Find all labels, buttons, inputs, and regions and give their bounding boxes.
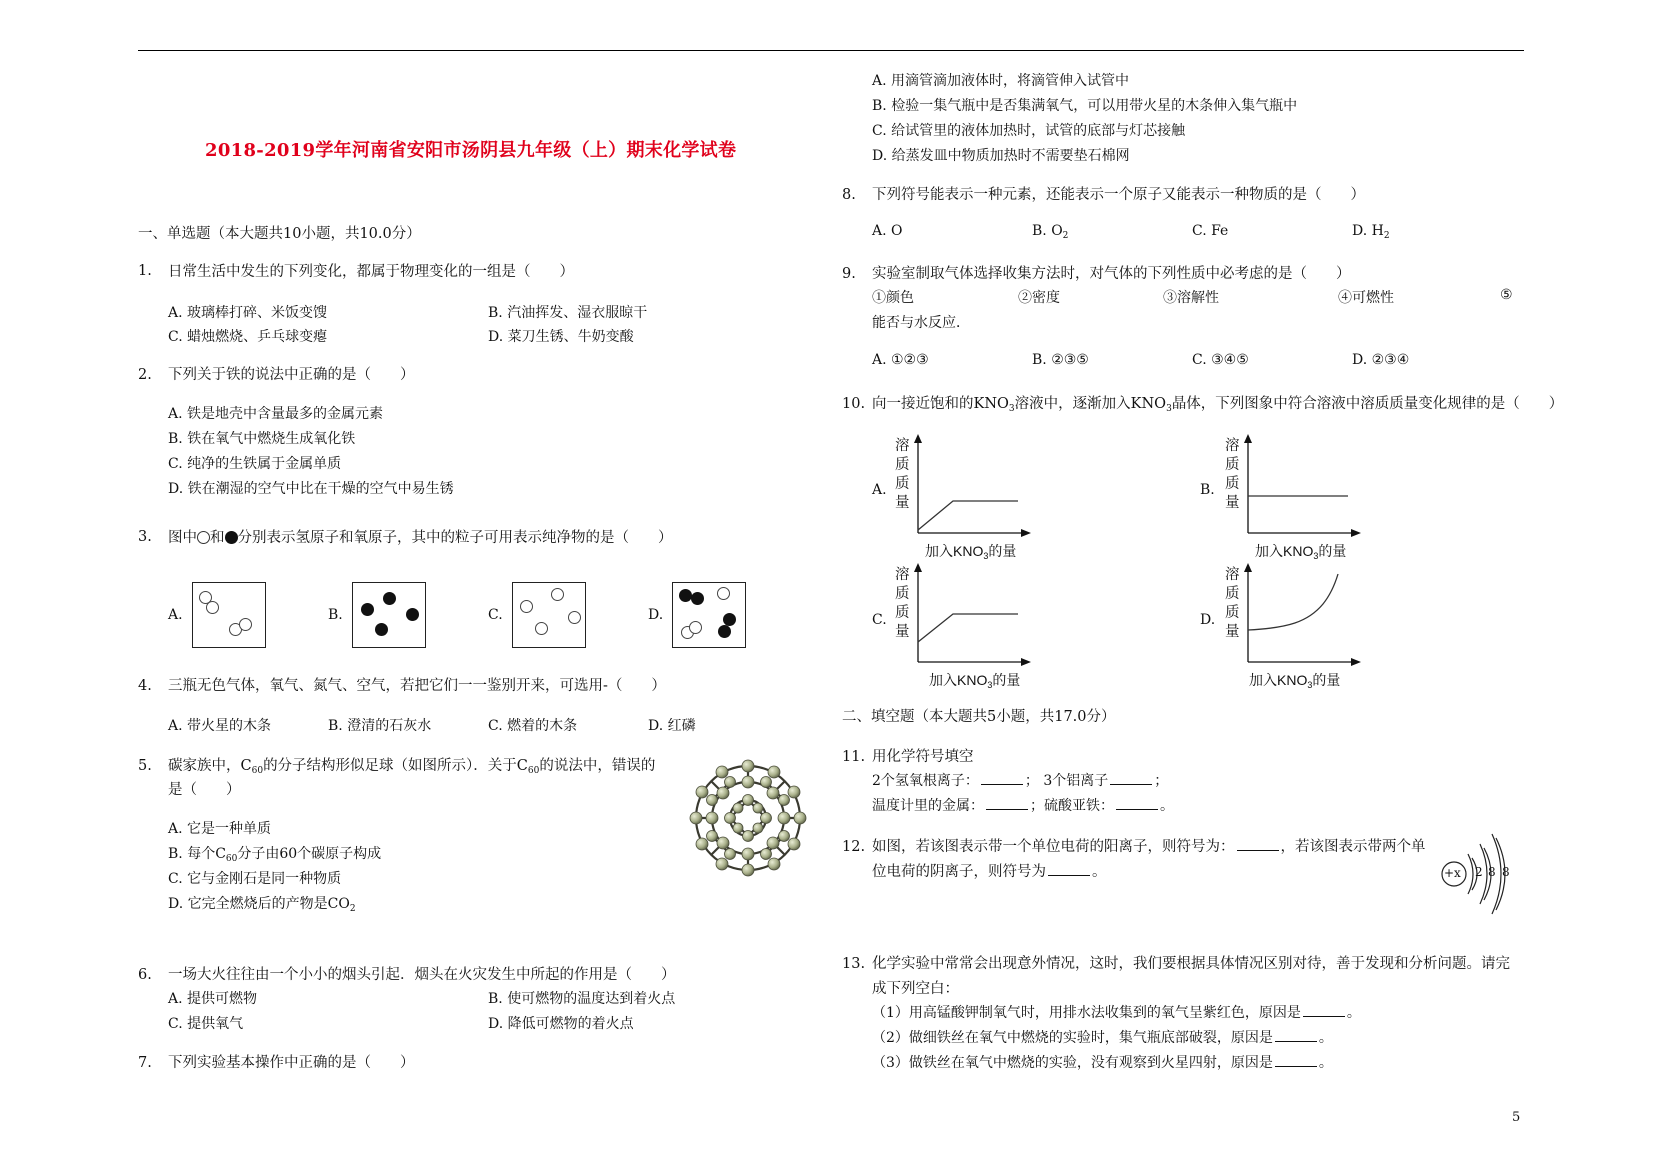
q10-graph-c (895, 562, 1035, 692)
q3-stem-and: 和 (210, 530, 225, 546)
section-1-header: 一、单选题（本大题共10小题，共10.0分） (138, 226, 421, 242)
ylabel-char: 量 (895, 495, 910, 511)
q2-option-c[interactable]: C. 纯净的生铁属于金属单质 (168, 456, 342, 472)
xlabel-pre: 加入KNO (1255, 543, 1314, 559)
q5-stem-line2: 是（ ） (168, 782, 241, 798)
q3-box-c (512, 582, 586, 648)
q7-option-c[interactable]: C. 给试管里的液体加热时，试管的底部与灯芯接触 (872, 123, 1186, 139)
ylabel-char: 质 (1225, 605, 1240, 621)
q10-stem-part1: 向一接近饱和的KNO (872, 396, 1009, 412)
q5-number: 5. (138, 758, 152, 774)
page-number: 5 (1512, 1110, 1521, 1125)
graph-ylabel (1225, 566, 1241, 642)
q4-option-c[interactable]: C. 燃着的木条 (488, 718, 578, 734)
q13-sub-2 (872, 1027, 1333, 1047)
q1-option-c[interactable]: C. 蜡烛燃烧、乒乓球变瘪 (168, 329, 328, 345)
q8-option-c[interactable]: C. Fe (1192, 223, 1229, 239)
subscript-60: 60 (225, 854, 238, 864)
q13-sub-1 (872, 1002, 1361, 1022)
q13-end: 。 (1318, 1055, 1333, 1071)
q5-option-c[interactable]: C. 它与金刚石是同一种物质 (168, 871, 342, 887)
q12-stem-a: 如图，若该图表示带一个单位电荷的阳离子，则符号为： (872, 839, 1235, 855)
q12-line2-a: 位电荷的阴离子，则符号为 (872, 864, 1046, 880)
q10-graph-d (1225, 562, 1365, 692)
hydrogen-atom-icon (535, 622, 548, 635)
q11-blank-3[interactable] (986, 808, 1028, 810)
q9-stem: 实验室制取气体选择收集方法时，对气体的下列性质中必考虑的是（ ） (872, 266, 1351, 282)
q10-stem-part2: 溶液中，逐渐加入KNO (1014, 396, 1167, 412)
ylabel-char: 质 (1225, 476, 1240, 492)
q4-option-d[interactable]: D. 红磷 (648, 718, 696, 734)
shell-1-electrons: 2 (1475, 865, 1483, 879)
hydrogen-atom-icon (206, 601, 219, 614)
ylabel-char: 量 (1225, 624, 1240, 640)
ylabel-char: 溶 (1225, 438, 1240, 454)
q9-property-1: ①颜色 (872, 290, 914, 306)
q8-b-text: B. O (1032, 223, 1063, 239)
q11-blank-1[interactable] (981, 783, 1023, 785)
q9-option-b[interactable]: B. ②③⑤ (1032, 352, 1089, 368)
q3-option-c[interactable]: C. (488, 607, 503, 623)
q4-option-a[interactable]: A. 带火星的木条 (168, 718, 272, 734)
q5-stem-part2: 的分子结构形似足球（如图所示）．关于C (263, 758, 528, 774)
q8-option-d[interactable] (1352, 223, 1390, 241)
c60-molecule-image (682, 752, 814, 884)
q12-line2-b: 。 (1092, 864, 1107, 880)
q12-blank-1[interactable] (1237, 849, 1279, 851)
q9-property-4: ④可燃性 (1338, 290, 1394, 306)
shell-2-electrons: 8 (1488, 865, 1496, 879)
subscript-3: 3 (1313, 551, 1319, 561)
q1-option-d[interactable]: D. 菜刀生锈、牛奶变酸 (488, 329, 634, 345)
oxygen-atom-icon (679, 589, 692, 602)
q12-stem (872, 835, 1426, 856)
nucleus-charge: +x (1444, 866, 1461, 880)
q8-option-a[interactable]: A. O (872, 223, 903, 239)
shell-3-electrons: 8 (1502, 865, 1510, 879)
oxygen-atom-icon (406, 608, 419, 621)
hydrogen-atom-icon (551, 588, 564, 601)
graph-curve (918, 614, 1018, 642)
graph-ylabel (1225, 437, 1241, 513)
q13-sub-3-text: （3）做铁丝在氧气中燃烧的实验，没有观察到火星四射，原因是 (872, 1055, 1273, 1071)
oxygen-atom-icon (375, 623, 388, 636)
subscript-2: 2 (349, 904, 356, 914)
graph-plot (913, 562, 1035, 667)
oxygen-atom-icon (361, 603, 374, 616)
q13-number: 13. (842, 956, 866, 972)
subscript-3: 3 (1166, 404, 1172, 414)
xlabel-post: 的量 (1312, 672, 1341, 688)
q9-option-c[interactable]: C. ③④⑤ (1192, 352, 1249, 368)
q11-line2 (872, 795, 1174, 815)
q8-number: 8. (842, 187, 856, 203)
oxygen-atom-icon (225, 531, 238, 544)
q12-stem-b: ，若该图表示带两个单 (1280, 839, 1426, 855)
q11-end: 。 (1160, 798, 1174, 814)
q5-b-post: 分子由60个碳原子构成 (237, 846, 382, 862)
q12-line2 (872, 860, 1107, 881)
q2-option-b[interactable]: B. 铁在氧气中燃烧生成氧化铁 (168, 431, 356, 447)
q11-line1 (872, 770, 1168, 790)
ylabel-char: 质 (895, 457, 910, 473)
oxygen-atom-icon (691, 592, 704, 605)
graph-xlabel (1249, 670, 1340, 690)
q7-number: 7. (138, 1055, 152, 1071)
graph-ylabel (895, 566, 911, 642)
q3-stem-pre: 图中 (168, 530, 197, 546)
q4-stem: 三瓶无色气体，氧气、氮气、空气，若把它们一一鉴别开来，可选用-（ ） (168, 678, 666, 694)
q4-number: 4. (138, 678, 152, 694)
q7-option-b[interactable]: B. 检验一集气瓶中是否集满氧气，可以用带火星的木条伸入集气瓶中 (872, 98, 1298, 114)
q1-stem: 日常生活中发生的下列变化，都属于物理变化的一组是（ ） (168, 264, 574, 280)
q13-sub-1-text: （1）用高锰酸钾制氧气时，用排水法收集到的氧气呈紫红色，原因是 (872, 1005, 1301, 1021)
q13-blank-2[interactable] (1275, 1040, 1317, 1042)
subscript-3: 3 (987, 680, 993, 690)
q5-option-d[interactable] (168, 893, 356, 914)
q2-option-d[interactable]: D. 铁在潮湿的空气中比在干燥的空气中易生锈 (168, 481, 454, 497)
oxygen-atom-icon (383, 592, 396, 605)
q3-stem-post: 分别表示氢原子和氧原子，其中的粒子可用表示纯净物的是（ ） (237, 530, 673, 546)
q6-stem: 一场大火往往由一个小小的烟头引起．烟头在火灾发生中所起的作用是（ ） (168, 967, 676, 983)
ylabel-char: 量 (895, 624, 910, 640)
q3-number: 3. (138, 529, 152, 545)
q6-option-d[interactable]: D. 降低可燃物的着火点 (488, 1016, 634, 1032)
q11-blank-4[interactable] (1116, 808, 1158, 810)
q5-stem (168, 754, 655, 776)
ylabel-char: 质 (895, 605, 910, 621)
subscript-60: 60 (527, 766, 540, 776)
q11-stem: 用化学符号填空 (872, 749, 974, 765)
q9-property-3: ③溶解性 (1163, 290, 1219, 306)
graph-plot (1243, 562, 1365, 667)
q13-blank-1[interactable] (1303, 1015, 1345, 1017)
q1-option-b[interactable]: B. 汽油挥发、湿衣服晾干 (488, 305, 648, 321)
section-2-header: 二、填空题（本大题共5小题，共17.0分） (842, 709, 1116, 725)
q12-blank-2[interactable] (1048, 874, 1090, 876)
xlabel-post: 的量 (988, 543, 1017, 559)
hydrogen-atom-icon (568, 611, 581, 624)
q10-graph-a (895, 433, 1035, 563)
graph-plot (913, 433, 1035, 538)
xlabel-pre: 加入KNO (925, 543, 984, 559)
q11-number: 11. (842, 749, 866, 765)
q9-option-a[interactable]: A. ①②③ (872, 352, 929, 368)
q3-box-a (192, 582, 266, 648)
graph-xlabel (925, 541, 1016, 561)
q9-property-2: ②密度 (1018, 290, 1060, 306)
q10-option-b[interactable]: B. (1200, 482, 1215, 498)
q10-option-a[interactable]: A. (872, 482, 887, 498)
q2-stem: 下列关于铁的说法中正确的是（ ） (168, 367, 415, 383)
ylabel-char: 质 (895, 586, 910, 602)
q12-number: 12. (842, 839, 866, 855)
q3-box-b (352, 582, 426, 648)
q2-option-a[interactable]: A. 铁是地壳中含量最多的金属元素 (168, 406, 384, 422)
q13-sub-3 (872, 1052, 1333, 1072)
q13-blank-3[interactable] (1275, 1065, 1317, 1067)
q11-separator: ； (1154, 773, 1169, 789)
q9-property-5: ⑤ (1500, 287, 1513, 303)
ylabel-char: 质 (1225, 586, 1240, 602)
q6-number: 6. (138, 967, 152, 983)
q9-number: 9. (842, 266, 856, 282)
subscript-2: 2 (1062, 231, 1069, 241)
q11-ferrous-sulfate-label: ；硫酸亚铁： (1030, 798, 1114, 814)
q10-option-d[interactable]: D. (1200, 612, 1216, 628)
q9-option-d[interactable]: D. ②③④ (1352, 352, 1410, 368)
ylabel-char: 溶 (895, 567, 910, 583)
q8-option-b[interactable] (1032, 223, 1068, 241)
q13-sub-2-text: （2）做细铁丝在氧气中燃烧的实验时，集气瓶底部破裂，原因是 (872, 1030, 1273, 1046)
q5-stem-part1: 碳家族中，C (168, 758, 252, 774)
q11-hydroxide-label: 2个氢氧根离子： (872, 773, 979, 789)
hydrogen-atom-icon (689, 621, 702, 634)
ylabel-char: 质 (1225, 457, 1240, 473)
graph-xlabel (929, 670, 1020, 690)
q11-blank-2[interactable] (1110, 783, 1152, 785)
subscript-2: 2 (1383, 231, 1390, 241)
graph-plot (1243, 433, 1365, 538)
hydrogen-atom-icon (717, 587, 730, 600)
q8-stem: 下列符号能表示一种元素，还能表示一个原子又能表示一种物质的是（ ） (872, 187, 1365, 203)
subscript-3: 3 (1307, 680, 1313, 690)
q1-number: 1. (138, 263, 152, 279)
q2-number: 2. (138, 367, 152, 383)
q7-option-d[interactable]: D. 给蒸发皿中物质加热时不需要垫石棉网 (872, 148, 1130, 164)
oxygen-atom-icon (718, 625, 731, 638)
subscript-3: 3 (1008, 404, 1015, 414)
hydrogen-atom-icon (239, 618, 252, 631)
q13-end: 。 (1318, 1030, 1333, 1046)
q3-option-a[interactable]: A. (168, 607, 183, 623)
subscript-60: 60 (251, 766, 264, 776)
q6-option-b[interactable]: B. 使可燃物的温度达到着火点 (488, 991, 676, 1007)
ion-structure-diagram (1440, 828, 1520, 920)
q5-d-pre: D. 它完全燃烧后的产物是CO (168, 896, 350, 912)
q13-stem-line2: 成下列空白： (872, 981, 959, 997)
q13-stem: 化学实验中常常会出现意外情况，这时，我们要根据具体情况区别对待，善于发现和分析问题。请完 (872, 956, 1510, 972)
q10-number: 10. (842, 396, 866, 412)
q6-option-a[interactable]: A. 提供可燃物 (168, 991, 258, 1007)
hydrogen-atom-icon (520, 600, 533, 613)
ylabel-char: 量 (1225, 495, 1240, 511)
ylabel-char: 质 (895, 476, 910, 492)
q10-option-c[interactable]: C. (872, 612, 887, 628)
xlabel-post: 的量 (1318, 543, 1347, 559)
xlabel-pre: 加入KNO (929, 672, 988, 688)
q3-option-b[interactable]: B. (328, 607, 343, 623)
graph-xlabel (1255, 541, 1346, 561)
page-title: 2018-2019学年河南省安阳市汤阴县九年级（上）期末化学试卷 (205, 140, 737, 161)
q10-graph-b (1225, 433, 1365, 563)
q5-option-b[interactable] (168, 843, 381, 864)
q4-option-b[interactable]: B. 澄清的石灰水 (328, 718, 432, 734)
q1-option-a[interactable]: A. 玻璃棒打碎、米饭变馊 (168, 305, 328, 321)
ylabel-char: 溶 (1225, 567, 1240, 583)
q3-stem (168, 526, 673, 547)
q8-d-text: D. H (1352, 223, 1384, 239)
xlabel-post: 的量 (992, 672, 1021, 688)
q6-option-c[interactable]: C. 提供氧气 (168, 1016, 244, 1032)
q10-stem (872, 392, 1563, 414)
subscript-3: 3 (983, 551, 989, 561)
graph-ylabel (895, 437, 911, 513)
q7-stem: 下列实验基本操作中正确的是（ ） (168, 1055, 415, 1071)
q3-box-d (672, 582, 746, 648)
q5-option-a[interactable]: A. 它是一种单质 (168, 821, 272, 837)
ylabel-char: 溶 (895, 438, 910, 454)
q9-line2: 能否与水反应． (872, 315, 970, 331)
q10-stem-part3: 晶体，下列图象中符合溶液中溶质质量变化规律的是（ ） (1171, 396, 1564, 412)
q7-option-a[interactable]: A. 用滴管滴加液体时，将滴管伸入试管中 (872, 73, 1130, 89)
header-rule (138, 50, 1524, 51)
hydrogen-atom-icon (197, 531, 210, 544)
q3-option-d[interactable]: D. (648, 607, 664, 623)
xlabel-pre: 加入KNO (1249, 672, 1308, 688)
q13-end: 。 (1346, 1005, 1361, 1021)
q5-b-pre: B. 每个C (168, 846, 226, 862)
q5-stem-part3: 的说法中，错误的 (539, 758, 656, 774)
graph-curve (918, 501, 1018, 530)
graph-curve (1248, 574, 1338, 630)
q11-thermometer-label: 温度计里的金属： (872, 798, 984, 814)
q11-aluminum-label: ； 3个铝离子 (1024, 773, 1109, 789)
